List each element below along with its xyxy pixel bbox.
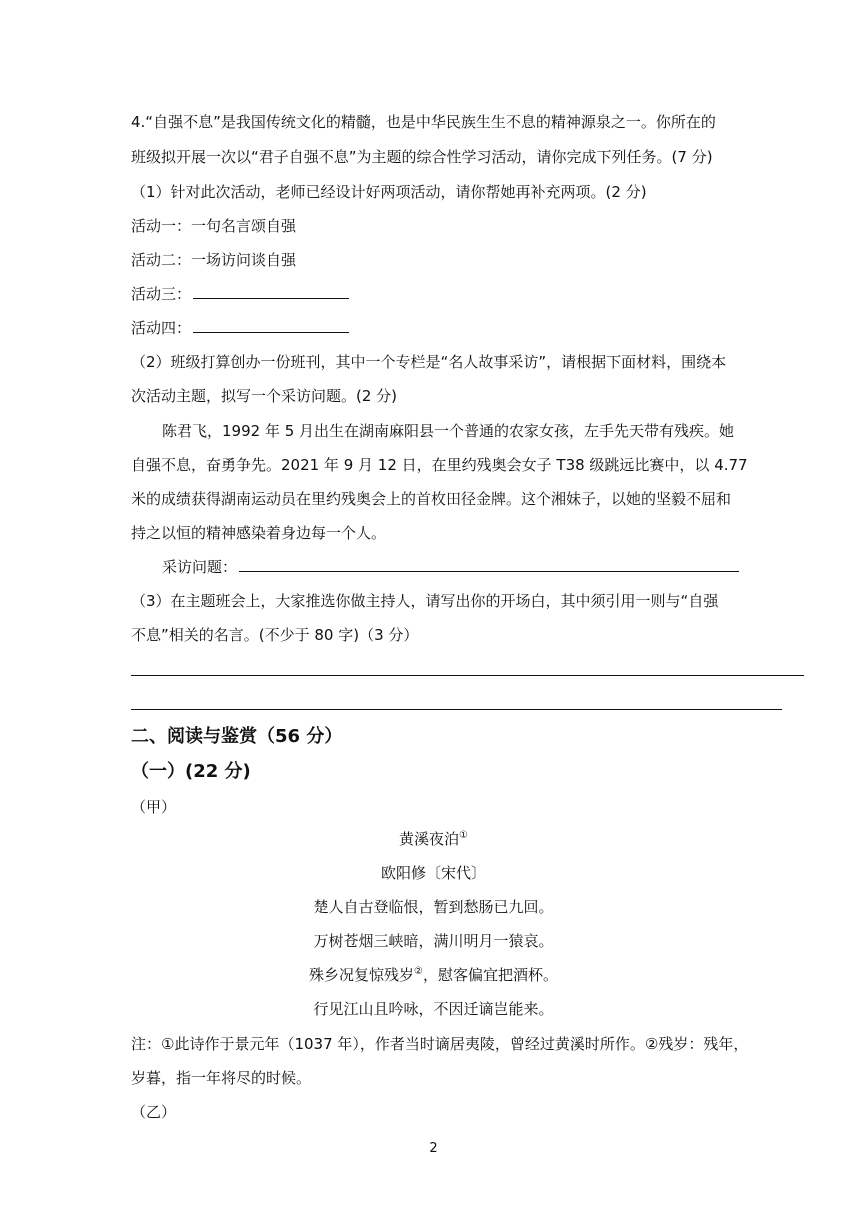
interview-answer-blank[interactable] [239, 557, 739, 572]
poem-author: 欧阳修〔宋代〕 [380, 864, 486, 882]
material-line-2: 自强不息，奋勇争先。2021 年 9 月 12 日，在里约残奥会女子 T38 级跳远比赛中，以 4.77 [131, 456, 748, 474]
passage-yi-label: （乙） [131, 1103, 177, 1121]
subquestion-1: （1）针对此次活动，老师已经设计好两项活动，请你帮她再补充两项。(2 分) [131, 183, 647, 201]
poem-title [0, 829, 867, 849]
material-line-1: 陈君飞，1992 年 5 月出生在湖南麻阳县一个普通的农家女孩，左手先天带有残疾。她 [162, 422, 735, 440]
poem-title-text: 黄溪夜泊 [399, 830, 460, 848]
passage-jia-label: （甲） [131, 798, 177, 816]
activity-3 [131, 284, 349, 304]
notes-line-2: 岁暮，指一年将尽的时候。 [131, 1069, 312, 1087]
subquestion-3-line-2: 不息”相关的名言。(不少于 80 字)（3 分） [131, 626, 419, 644]
material-line-3: 米的成绩获得湖南运动员在里约残奥会上的首枚田径金牌。这个湘妹子，以她的坚毅不屈和 [131, 490, 732, 508]
interview-question [162, 557, 739, 577]
section-2-title: 二、阅读与鉴赏（56 分） [131, 726, 343, 747]
poem-line-3-second: ，慰客偏宜把酒杯。 [422, 966, 558, 984]
poem-line-3-first: 殊乡况复惊残岁 [309, 966, 415, 984]
activity-4-label: 活动四： [131, 319, 192, 337]
activity-4 [131, 318, 349, 338]
poem-line-3 [0, 965, 867, 985]
answer-line-2[interactable] [131, 709, 782, 710]
interview-label: 采访问题： [162, 558, 238, 576]
section-2-part-1: （一）(22 分) [131, 761, 251, 782]
page-number: 2 [429, 1141, 438, 1156]
poem-line-2: 万树苍烟三峡暗，满川明月一猿哀。 [313, 932, 554, 950]
activity-3-answer-blank[interactable] [193, 284, 349, 299]
question-4-line-2: 班级拟开展一次以“君子自强不息”为主题的综合性学习活动，请你完成下列任务。(7 分) [131, 148, 713, 166]
poem-title-note-mark: ① [459, 830, 468, 841]
activity-2: 活动二：一场访问谈自强 [131, 251, 297, 269]
subquestion-2-line-1: （2）班级打算创办一份班刊，其中一个专栏是“名人故事采访”，请根据下面材料，围绕本 [131, 353, 727, 371]
answer-line-1[interactable] [131, 675, 804, 676]
material-line-4: 持之以恒的精神感染着身边每一个人。 [131, 524, 387, 542]
poem-line-1: 楚人自古登临恨，暂到愁肠已九回。 [313, 898, 554, 916]
subquestion-2-line-2: 次活动主题，拟写一个采访问题。(2 分) [131, 387, 398, 405]
question-4-line-1: 4.“自强不息”是我国传统文化的精髓，也是中华民族生生不息的精神源泉之一。你所在的 [131, 113, 716, 131]
poem-line-3-note-mark: ② [414, 966, 423, 977]
activity-1: 活动一：一句名言颂自强 [131, 217, 297, 235]
activity-4-answer-blank[interactable] [193, 318, 349, 333]
notes-line-1: 注：①此诗作于景元年（1037 年），作者当时谪居夷陵，曾经过黄溪时所作。②残岁：残年， [131, 1035, 749, 1053]
activity-3-label: 活动三： [131, 285, 192, 303]
poem-line-4: 行见江山且吟咏，不因迁谪岂能来。 [313, 1000, 554, 1018]
subquestion-3-line-1: （3）在主题班会上，大家推选你做主持人，请写出你的开场白，其中须引用一则与“自强 [131, 592, 719, 610]
